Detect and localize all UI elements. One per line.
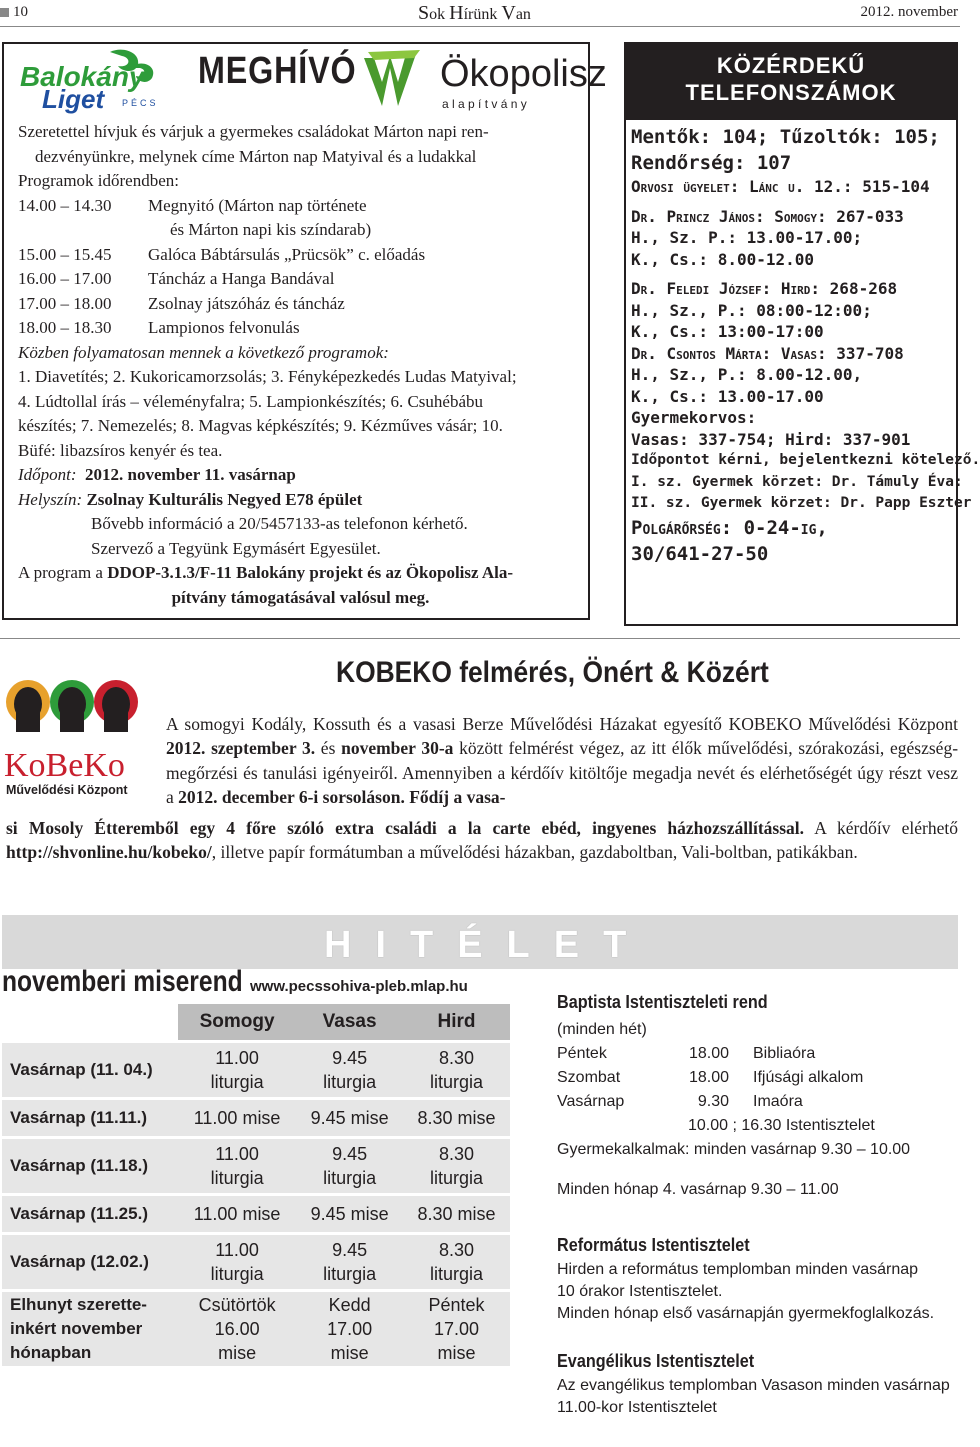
svg-text:KoBeKo: KoBeKo <box>4 747 125 784</box>
intro-line: Szeretettel hívjuk és várjuk a gyermekes családokat Márton napi ren- <box>18 122 489 141</box>
baptist-subtitle: (minden hét) <box>557 1021 647 1038</box>
program-time: 17.00 – 18.00 <box>18 293 112 313</box>
phone-line: K., Cs.: 13:00-17:00 <box>631 322 824 341</box>
mass-schedule-table <box>2 1001 510 1369</box>
schedule-event: Imaóra <box>753 1093 803 1110</box>
program-row <box>18 316 583 341</box>
phone-line: Orvosi ügyelet: Lánc u. 12.: 515-104 <box>631 177 930 196</box>
table-cell: 9.45 liturgia <box>296 1139 403 1193</box>
baptist-kids: Gyermekalkalmak: minden vasárnap 9.30 – 10.00 <box>557 1141 911 1158</box>
masthead-word: ok <box>429 6 450 23</box>
schedule-event: Ifjúsági alkalom <box>753 1069 864 1086</box>
masthead-word: írünk <box>463 6 502 23</box>
issue-date: 2012. november <box>860 4 958 20</box>
table-row <box>2 1100 510 1136</box>
invitation-title: MEGHÍVÓ <box>198 50 357 92</box>
program-row <box>18 267 583 292</box>
section-title: HITÉLET <box>324 924 651 966</box>
svg-text:Művelődési Központ: Művelődési Központ <box>6 783 128 797</box>
table-cell: 9.45 liturgia <box>296 1043 403 1097</box>
spacer <box>631 270 956 278</box>
phone-line: Időpontot kérni, bejelentkezni kötelező. <box>631 452 980 468</box>
column-header: Vasas <box>296 1004 403 1040</box>
schedule-time: 9.30 <box>697 1093 729 1110</box>
lutheran-title: Evangélikus Istentisztelet <box>557 1351 755 1371</box>
mass-schedule-title: novemberi miserend <box>2 965 243 998</box>
baptist-monthly: Minden hónap 4. vasárnap 9.30 – 11.00 <box>557 1181 839 1198</box>
baptist-title: Baptista Istentiszteleti rend <box>557 992 768 1012</box>
schedule-time: 18.00 <box>688 1069 729 1086</box>
table-cell: 8.30 mise <box>403 1196 510 1232</box>
spacer <box>631 198 956 206</box>
table-row <box>2 1292 510 1366</box>
reformed-title: Református Istentisztelet <box>557 1235 750 1255</box>
program-row <box>18 243 583 268</box>
intro-line: Programok időrendben: <box>18 171 179 190</box>
continuous-line: 1. Diavetítés; 2. Kukoricamorzsolás; 3. Fényképezkedés Ludas Matyival; <box>18 367 517 386</box>
program-text: Megnyitó (Márton nap története <box>148 195 367 215</box>
phone-line: Mentők: 104; Tűzoltók: 105; <box>631 126 940 148</box>
phone-box-header: KÖZÉRDEKŰ TELEFONSZÁMOK <box>624 42 958 120</box>
portrait-icon <box>6 680 50 732</box>
place-line: Helyszín: Zsolnay Kulturális Negyed E78 épület <box>18 489 363 509</box>
table-row <box>2 1196 510 1232</box>
invitation-text <box>18 120 583 610</box>
phone-line: Dr. Feledi József: Hird: 268-268 <box>631 279 898 298</box>
continuous-list <box>18 365 583 463</box>
lutheran-section: Evangélikus Istentisztelet Az evangélikus templomban Vasason minden vasárnap 11.00-kor Istentisztelet <box>557 1351 950 1416</box>
masthead-initial: S <box>418 2 430 24</box>
table-cell: 8.30 mise <box>403 1100 510 1136</box>
phone-list <box>631 124 980 567</box>
table-cell: 11.00 liturgia <box>178 1139 296 1193</box>
kobeko-link: http://shvonline.hu/kobeko/ <box>6 842 212 863</box>
baptist-section <box>557 990 957 1202</box>
table-cell: 8.30 liturgia <box>403 1043 510 1097</box>
program-time: 18.00 – 18.30 <box>18 318 112 337</box>
continuous-line: készítés; 7. Nemezelés; 8. Magvas képkészítés; 9. Kézműves vásár; 10. <box>18 416 503 435</box>
program-cont: és Márton napi kis színdarab) <box>170 220 372 239</box>
kobeko-title: KOBEKO felmérés, Önért & Közért <box>336 656 769 689</box>
divider <box>0 26 960 27</box>
row-label: Vasárnap (11. 04.) <box>2 1043 178 1097</box>
kobeko-text: A somogyi Kodály, Kossuth és a vasasi Berze Művelődési Házakat egyesítő KOBEKO Művelődési Központ <box>166 714 958 734</box>
phone-line: I. sz. Gyermek körzet: Dr. Támuly Éva: <box>631 473 963 490</box>
schedule-day: Péntek <box>557 1045 607 1062</box>
svg-text:a l a p í t v á n y: a l a p í t v á n y <box>442 97 527 111</box>
mass-schedule-url[interactable]: www.pecssohiva-pleb.mlap.hu <box>250 978 468 995</box>
phone-line: Gyermekorvos: <box>631 408 757 427</box>
phone-line: K., Cs.: 13.00-17.00 <box>631 386 824 406</box>
program-time: 15.00 – 15.45 <box>18 244 112 264</box>
kobeko-logo <box>2 664 142 799</box>
kobeko-text: november 30-a <box>341 738 454 759</box>
row-label: Elhunyt szerette- inkért november hónapban <box>2 1292 178 1366</box>
baptist-extra: 10.00 ; 16.30 Istentisztelet <box>688 1117 875 1134</box>
phone-line: H., Sz. P.: 13.00-17.00; <box>631 228 863 247</box>
table-row <box>2 1043 510 1097</box>
masthead-word: an <box>515 6 531 23</box>
square-marker-icon <box>0 8 9 17</box>
reformed-section: Református Istentisztelet Hirden a református templomban minden vasárnap 10 órakor Istentisztelet. Minden hónap első vasárnapján gyermekfoglalkozás. <box>557 1235 935 1322</box>
kobeko-text: 2012. szeptember 3. <box>166 738 316 759</box>
phone-line: Dr. Csontos Márta: Vasas: 337-708 <box>631 343 904 363</box>
row-label: Vasárnap (11.11.) <box>2 1100 178 1136</box>
masthead-initial: V <box>501 2 516 24</box>
column-header: Hird <box>403 1004 510 1040</box>
table-cell: 11.00 mise <box>178 1196 296 1232</box>
table-cell: Péntek 17.00 mise <box>403 1292 510 1366</box>
info-line: Bővebb információ a 20/5457133-as telefonon kérhető. <box>91 514 468 533</box>
kobeko-text: Fődíj a vasa- <box>409 787 506 808</box>
row-label: Vasárnap (11.18.) <box>2 1139 178 1193</box>
table-cell: 11.00 liturgia <box>178 1235 296 1289</box>
date-line: Időpont: 2012. november 11. vasárnap <box>18 465 296 484</box>
table-cell: 8.30 liturgia <box>403 1139 510 1193</box>
row-label: Vasárnap (12.02.) <box>2 1235 178 1289</box>
svg-text:Liget: Liget <box>42 84 105 114</box>
kobeko-text: 2012. december 6-i sorsoláson. <box>178 787 405 808</box>
kobeko-text: si Mosoly Étteremből egy 4 főre szóló extra családi a la carte ebéd, ingyenes házhozszállítással. <box>6 818 805 838</box>
program-text: Lampionos felvonulás <box>148 318 300 337</box>
support-line: A program a DDOP-3.1.3/F-11 Balokány projekt és az Ökopolisz Ala- <box>18 563 514 582</box>
program-row <box>18 194 583 219</box>
schedule-day: Vasárnap <box>557 1093 625 1110</box>
kobeko-text: , illetve papír formátumban a művelődési házakban, gazdaboltban, Vali-boltban, patikákban. <box>211 842 858 863</box>
table-cell: 9.45 mise <box>296 1196 403 1232</box>
phone-line: K., Cs.: 8.00-12.00 <box>631 249 815 269</box>
page-number: 10 <box>0 4 28 21</box>
column-header: Somogy <box>178 1004 296 1040</box>
divider <box>0 638 960 639</box>
phone-line: Dr. Princz János: Somogy: 267-033 <box>631 206 904 226</box>
kobeko-text: között felmérést végez, az itt élők művelődési, szórakozási, egészség-megőrzési és tanulási igényeiről. Amennyiben a kérdőív kitöltője megadja nevét és elérhetőségét úgy részt vesz a <box>166 738 959 808</box>
phone-line: H., Sz., P.: 8.00-12.00, <box>631 365 863 384</box>
okopolisz-logo <box>360 48 607 114</box>
table-cell: 9.45 mise <box>296 1100 403 1136</box>
kobeko-text: és <box>315 738 342 759</box>
program-list <box>18 194 583 341</box>
kobeko-paragraph-cont <box>6 816 958 865</box>
kobeko-text: A kérdőív elérhető <box>804 818 958 838</box>
intro-line: dezvényünkre, melynek címe Márton nap Matyival és a ludakkal <box>35 146 477 166</box>
phone-line: Vasas: 337-754; Hird: 337-901 <box>631 429 911 449</box>
table-row <box>2 1235 510 1289</box>
program-time: 16.00 – 17.00 <box>18 269 112 288</box>
table-cell: Kedd 17.00 mise <box>296 1292 403 1366</box>
continuous-line: 4. Lúdtollal írás – véleményfalra; 5. Lampionkészítés; 6. Csuhébábu <box>18 391 484 411</box>
schedule-event: Bibliaóra <box>753 1045 816 1062</box>
table-cell: 9.45 liturgia <box>296 1235 403 1289</box>
balokany-liget-logo <box>18 48 178 112</box>
table-cell: 11.00 liturgia <box>178 1043 296 1097</box>
kobeko-paragraph <box>166 712 958 810</box>
phone-line: 30/641-27-50 <box>631 542 769 565</box>
program-time: 14.00 – 14.30 <box>18 195 112 215</box>
program-text: Táncház a Hanga Bandával <box>148 269 335 288</box>
program-text: Galóca Bábtársulás „Prücsök” c. előadás <box>148 244 426 264</box>
masthead-initial: H <box>449 2 464 24</box>
table-cell: 8.30 liturgia <box>403 1235 510 1289</box>
phone-line: II. sz. Gyermek körzet: Dr. Papp Eszter <box>631 495 972 511</box>
phone-line: H., Sz., P.: 08:00-12:00; <box>631 300 872 320</box>
svg-text:PÉCS: PÉCS <box>122 98 159 108</box>
support-line: pítvány támogatásával valósul meg. <box>171 587 430 607</box>
table-cell: 11.00 mise <box>178 1100 296 1136</box>
schedule-day: Szombat <box>557 1069 621 1086</box>
table-cell: Csütörtök 16.00 mise <box>178 1292 296 1366</box>
schedule-time: 18.00 <box>688 1045 729 1062</box>
continuous-line: Büfé: libazsíros kenyér és tea. <box>18 440 223 460</box>
svg-text:Ökopolisz: Ökopolisz <box>440 53 607 95</box>
phone-line: Polgárőrség: 0-24-ig, <box>631 516 828 539</box>
row-label: Vasárnap (11.25.) <box>2 1196 178 1232</box>
program-text: Zsolnay játszóház és táncház <box>148 293 345 313</box>
program-row <box>18 292 583 317</box>
continuous-label: Közben folyamatosan mennek a következő programok: <box>18 342 389 362</box>
phone-line: Rendőrség: 107 <box>631 152 792 174</box>
svg-text:Balokány: Balokány <box>20 61 145 92</box>
table-row <box>2 1139 510 1193</box>
organizer-line: Szervező a Tegyünk Egymásért Egyesület. <box>91 538 381 558</box>
baptist-schedule <box>557 1042 957 1114</box>
masthead <box>418 2 531 25</box>
